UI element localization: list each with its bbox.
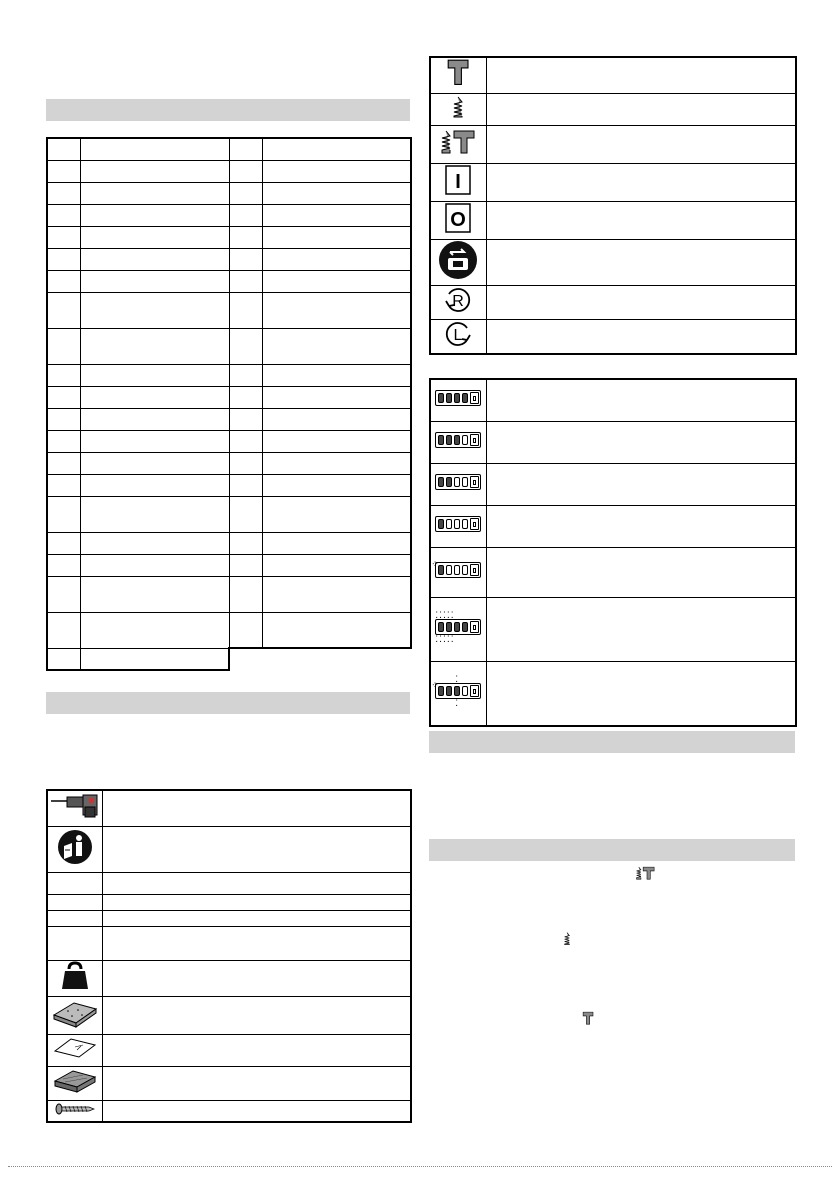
battery-level-row — [430, 379, 796, 422]
parts-table-row — [47, 648, 411, 670]
part-number-cell — [229, 452, 262, 474]
mode-description-cell — [486, 201, 796, 239]
part-name-cell — [262, 576, 411, 612]
parts-table-row — [47, 138, 411, 160]
part-number-cell — [47, 532, 80, 554]
mode-row — [430, 319, 796, 354]
symbol-description-cell — [102, 1100, 411, 1122]
part-number-cell — [47, 430, 80, 452]
part-number-cell — [47, 386, 80, 408]
symbol-description-cell — [102, 1066, 411, 1100]
part-number-cell — [229, 532, 262, 554]
part-number-cell — [229, 328, 262, 364]
part-name-cell — [80, 182, 229, 204]
mode-row — [430, 201, 796, 239]
mode-description-cell — [486, 163, 796, 201]
mode-description-cell — [486, 57, 796, 93]
battery-level-row — [430, 464, 796, 506]
part-number-cell — [229, 496, 262, 532]
symbol-row — [47, 872, 411, 894]
part-number-cell — [229, 612, 262, 648]
part-name-cell — [262, 430, 411, 452]
part-name-cell — [262, 386, 411, 408]
modes-table — [429, 56, 797, 355]
part-number-cell — [229, 430, 262, 452]
mode-row — [430, 125, 796, 163]
part-number-cell — [229, 386, 262, 408]
parts-table-row — [47, 554, 411, 576]
section-bar-4 — [429, 839, 795, 861]
part-name-cell — [262, 554, 411, 576]
section-bar-parts — [46, 99, 410, 121]
symbol-description-cell — [102, 960, 411, 996]
symbol-description-cell — [102, 790, 411, 826]
part-name-cell — [262, 532, 411, 554]
hammer-drill-inline-icon — [636, 866, 655, 885]
mode-description-cell — [486, 285, 796, 319]
part-number-cell — [47, 328, 80, 364]
battery-level-table — [429, 378, 797, 727]
part-name-cell — [80, 648, 229, 670]
part-number-cell — [47, 364, 80, 386]
part-name-cell — [262, 408, 411, 430]
chisel-adjust-icon — [430, 239, 486, 285]
part-name-cell — [80, 576, 229, 612]
symbol-description-cell — [102, 996, 411, 1034]
part-name-cell — [80, 248, 229, 270]
part-number-cell — [47, 648, 80, 670]
part-number-cell — [47, 474, 80, 496]
part-number-cell — [229, 248, 262, 270]
part-number-cell — [47, 270, 80, 292]
part-name-cell — [80, 292, 229, 328]
screw-icon — [47, 1100, 102, 1122]
part-name-cell — [262, 182, 411, 204]
battery-3-bars-icon — [430, 422, 486, 464]
wood-board-icon — [47, 1066, 102, 1100]
svg-text:L: L — [453, 326, 463, 344]
symbol-row — [47, 1034, 411, 1066]
hammer-drill-icon — [47, 790, 102, 826]
empty-cell — [229, 648, 411, 670]
weight-icon — [47, 960, 102, 996]
parts-table-row — [47, 270, 411, 292]
part-number-cell — [47, 612, 80, 648]
symbol-row — [47, 826, 411, 872]
hammer-inline-icon — [582, 1011, 594, 1030]
part-number-cell — [229, 226, 262, 248]
part-number-cell — [229, 554, 262, 576]
part-name-cell — [262, 364, 411, 386]
part-name-cell — [80, 612, 229, 648]
symbol-row — [47, 1100, 411, 1122]
section-bar-symbols — [46, 692, 410, 714]
symbol-icon-cell — [47, 872, 102, 894]
part-name-cell — [80, 430, 229, 452]
parts-table-row — [47, 364, 411, 386]
battery-4-bars-icon — [430, 379, 486, 422]
battery-level-row — [430, 422, 796, 464]
part-number-cell — [229, 576, 262, 612]
symbol-description-cell — [102, 926, 411, 960]
symbols-table — [46, 789, 412, 1123]
part-name-cell — [262, 292, 411, 328]
part-name-cell — [80, 226, 229, 248]
part-name-cell — [80, 452, 229, 474]
parts-table-row — [47, 474, 411, 496]
part-name-cell — [80, 386, 229, 408]
battery-description-cell — [486, 662, 796, 726]
part-name-cell — [262, 226, 411, 248]
battery-description-cell — [486, 548, 796, 598]
part-number-cell — [229, 270, 262, 292]
part-number-cell — [47, 160, 80, 182]
mode-row — [430, 239, 796, 285]
symbol-row — [47, 894, 411, 910]
part-number-cell — [229, 182, 262, 204]
part-number-cell — [47, 452, 80, 474]
symbol-row — [47, 1066, 411, 1100]
battery-description-cell — [486, 598, 796, 662]
symbol-description-cell — [102, 872, 411, 894]
battery-level-row — [430, 598, 796, 662]
part-number-cell — [229, 138, 262, 160]
part-name-cell — [80, 270, 229, 292]
symbol-description-cell — [102, 826, 411, 872]
battery-level-row — [430, 506, 796, 548]
parts-table-row — [47, 452, 411, 474]
mode-description-cell — [486, 93, 796, 125]
part-name-cell — [80, 364, 229, 386]
parts-table-row — [47, 430, 411, 452]
battery-2-bars-icon — [430, 464, 486, 506]
mode-description-cell — [486, 125, 796, 163]
part-number-cell — [229, 204, 262, 226]
part-number-cell — [229, 160, 262, 182]
part-number-cell — [47, 248, 80, 270]
part-name-cell — [80, 204, 229, 226]
parts-table-row — [47, 408, 411, 430]
parts-table — [46, 137, 412, 671]
part-number-cell — [229, 364, 262, 386]
parts-table-row — [47, 248, 411, 270]
symbol-row — [47, 926, 411, 960]
symbol-description-cell — [102, 1034, 411, 1066]
parts-table-row — [47, 386, 411, 408]
section-bar-3 — [429, 731, 795, 753]
symbol-icon-cell — [47, 910, 102, 926]
battery-1-bar-icon — [430, 506, 486, 548]
rotation-left-icon — [430, 319, 486, 354]
mode-row — [430, 285, 796, 319]
symbol-description-cell — [102, 910, 411, 926]
svg-text:I: I — [455, 170, 462, 193]
hammer-drill-mode-icon — [430, 125, 486, 163]
part-number-cell — [47, 408, 80, 430]
battery-description-cell — [486, 464, 796, 506]
part-name-cell — [80, 408, 229, 430]
part-name-cell — [262, 328, 411, 364]
symbol-icon-cell — [47, 894, 102, 910]
part-name-cell — [80, 328, 229, 364]
part-name-cell — [262, 452, 411, 474]
symbol-row — [47, 790, 411, 826]
part-number-cell — [47, 292, 80, 328]
part-number-cell — [47, 576, 80, 612]
battery-description-cell — [486, 422, 796, 464]
part-number-cell — [47, 226, 80, 248]
rotation-right-icon — [430, 285, 486, 319]
parts-table-row — [47, 496, 411, 532]
mode-row — [430, 163, 796, 201]
battery-1-bar-flashing-icon: ⁘ — [430, 548, 486, 598]
parts-table-row — [47, 204, 411, 226]
part-name-cell — [80, 138, 229, 160]
part-name-cell — [262, 496, 411, 532]
part-number-cell — [47, 554, 80, 576]
part-name-cell — [80, 160, 229, 182]
part-name-cell — [80, 554, 229, 576]
parts-table-row — [47, 532, 411, 554]
part-name-cell — [262, 138, 411, 160]
part-name-cell — [80, 496, 229, 532]
part-name-cell — [80, 474, 229, 496]
parts-table-row — [47, 292, 411, 328]
parts-table-row — [47, 160, 411, 182]
parts-table-row — [47, 226, 411, 248]
concrete-block-icon — [47, 996, 102, 1034]
hammer-mode-icon — [430, 57, 486, 93]
svg-text:R: R — [452, 292, 465, 310]
part-number-cell — [229, 474, 262, 496]
part-name-cell — [80, 532, 229, 554]
svg-text:O: O — [450, 208, 467, 231]
parts-table-row — [47, 612, 411, 648]
parts-table-row — [47, 182, 411, 204]
part-name-cell — [262, 204, 411, 226]
part-number-cell — [47, 182, 80, 204]
part-number-cell — [229, 408, 262, 430]
symbol-row — [47, 910, 411, 926]
battery-all-flashing-icon: ⁚⁚⁚⁚⁚ ⁚⁚⁚⁚⁚ — [430, 598, 486, 662]
part-name-cell — [262, 612, 411, 648]
part-number-cell — [47, 138, 80, 160]
symbol-description-cell — [102, 894, 411, 910]
symbol-icon-cell — [47, 926, 102, 960]
mode-description-cell — [486, 239, 796, 285]
symbol-row — [47, 996, 411, 1034]
read-manual-icon — [47, 826, 102, 872]
drill-inline-icon — [564, 932, 570, 950]
battery-alternating-flash-icon: ⁘ ⁚ ⁚ — [430, 662, 486, 726]
mode-description-cell — [486, 319, 796, 354]
part-name-cell — [262, 160, 411, 182]
part-number-cell — [229, 292, 262, 328]
sheet-metal-icon — [47, 1034, 102, 1066]
mode-row — [430, 57, 796, 93]
page-trim-line — [8, 1166, 832, 1167]
battery-level-row — [430, 662, 796, 726]
battery-description-cell — [486, 506, 796, 548]
off-symbol-icon — [430, 201, 486, 239]
part-name-cell — [262, 248, 411, 270]
parts-table-row — [47, 328, 411, 364]
on-symbol-icon — [430, 163, 486, 201]
symbol-row — [47, 960, 411, 996]
part-name-cell — [262, 270, 411, 292]
drill-mode-icon — [430, 93, 486, 125]
parts-table-row — [47, 576, 411, 612]
part-number-cell — [47, 204, 80, 226]
mode-row — [430, 93, 796, 125]
part-name-cell — [262, 474, 411, 496]
battery-level-row — [430, 548, 796, 598]
part-number-cell — [47, 496, 80, 532]
battery-description-cell — [486, 379, 796, 422]
